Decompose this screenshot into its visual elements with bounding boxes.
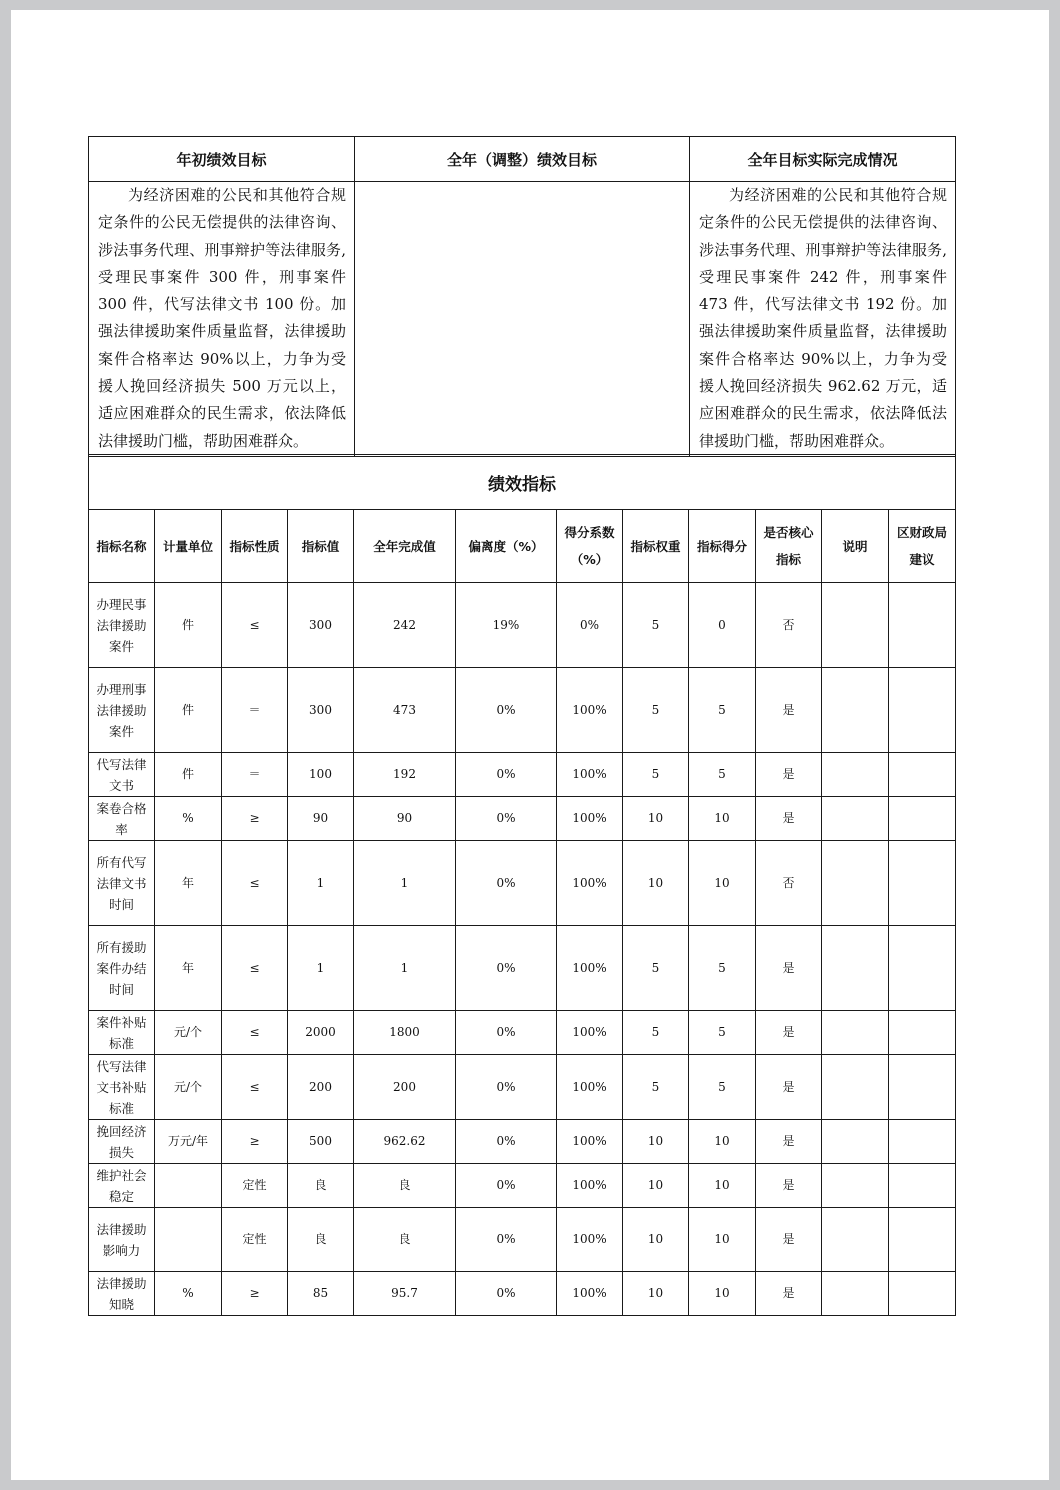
metric-row [89,1164,956,1208]
col-header-nature: 指标性质 [222,510,288,583]
metric-target-cell: 90 [288,797,354,841]
metric-score-cell: 10 [689,841,756,926]
metric-name-cell: 挽回经济损失 [89,1120,155,1164]
metric-weight-cell: 5 [623,1055,689,1120]
metric-nature-cell: ≤ [222,926,288,1011]
metric-core-cell: 是 [756,1164,822,1208]
metric-target-cell: 1 [288,926,354,1011]
metric-deviation-cell: 19% [456,583,557,668]
metric-target-cell: 良 [288,1164,354,1208]
metric-coef-cell: 100% [557,1055,623,1120]
metric-deviation-cell: 0% [456,1011,557,1055]
metric-deviation-cell: 0% [456,1208,557,1272]
metric-deviation-cell: 0% [456,841,557,926]
col-header-coefficient: 得分系数（%） [557,510,623,583]
metric-weight-cell: 10 [623,797,689,841]
metric-core-cell: 是 [756,1208,822,1272]
col-header-name: 指标名称 [89,510,155,583]
metric-core-cell: 是 [756,926,822,1011]
col-header-unit: 计量单位 [155,510,222,583]
metric-name-cell: 法律援助影响力 [89,1208,155,1272]
metric-core-cell: 是 [756,1272,822,1316]
col-header-actual: 全年完成值 [354,510,456,583]
document-page [11,10,1049,1480]
metric-coef-cell: 100% [557,926,623,1011]
initial-goal-header: 年初绩效目标 [89,137,355,182]
metric-coef-cell: 100% [557,1164,623,1208]
metric-core-cell: 是 [756,797,822,841]
metric-note-cell [822,1208,889,1272]
metric-row [89,668,956,753]
metric-row [89,1055,956,1120]
metric-actual-cell: 良 [354,1164,456,1208]
metric-unit-cell: 件 [155,668,222,753]
metric-row [89,1208,956,1272]
col-header-score: 指标得分 [689,510,756,583]
adjusted-goal-header: 全年（调整）绩效目标 [355,137,690,182]
metric-coef-cell: 100% [557,753,623,797]
metric-target-cell: 1 [288,841,354,926]
metric-advice-cell [889,1208,956,1272]
metric-note-cell [822,841,889,926]
metric-score-cell: 5 [689,668,756,753]
metric-nature-cell: ＝ [222,753,288,797]
col-header-deviation: 偏离度（%） [456,510,557,583]
metric-target-cell: 300 [288,668,354,753]
metric-target-cell: 200 [288,1055,354,1120]
metric-nature-cell: 定性 [222,1164,288,1208]
metric-deviation-cell: 0% [456,753,557,797]
metric-score-cell: 5 [689,926,756,1011]
metric-target-cell: 100 [288,753,354,797]
metric-core-cell: 是 [756,1120,822,1164]
col-header-note: 说明 [822,510,889,583]
metric-unit-cell: % [155,797,222,841]
metric-target-cell: 300 [288,583,354,668]
metric-name-cell: 办理刑事法律援助案件 [89,668,155,753]
metric-target-cell: 良 [288,1208,354,1272]
metric-nature-cell: 定性 [222,1208,288,1272]
metric-row [89,583,956,668]
goals-body-row [89,182,956,457]
metric-score-cell: 5 [689,753,756,797]
metric-score-cell: 0 [689,583,756,668]
metric-deviation-cell: 0% [456,1164,557,1208]
initial-goal-text: 为经济困难的公民和其他符合规定条件的公民无偿提供的法律咨询、涉法事务代理、刑事辩护等法律服务,受理民事案件 300 件，刑事案件 300 件，代写法律文书 100 份。加强法律援助案件质量监督，法律援助案件合格率达 90%以上，力争为受援人挽回经济损失 500 万元以上，适应困难群众的民生需求，依法降低法律援助门槛，帮助困难群众。 [89,182,355,457]
metric-core-cell: 是 [756,753,822,797]
metric-name-cell: 所有代写法律文书时间 [89,841,155,926]
metric-score-cell: 5 [689,1011,756,1055]
metric-weight-cell: 10 [623,1208,689,1272]
metric-nature-cell: ＝ [222,668,288,753]
metric-nature-cell: ≤ [222,1011,288,1055]
metric-row [89,1120,956,1164]
metric-deviation-cell: 0% [456,1272,557,1316]
metrics-title-row [89,455,956,510]
metric-actual-cell: 192 [354,753,456,797]
metric-target-cell: 2000 [288,1011,354,1055]
metric-advice-cell [889,926,956,1011]
metric-target-cell: 85 [288,1272,354,1316]
performance-metrics-table [88,454,956,1316]
metric-core-cell: 否 [756,841,822,926]
metric-unit-cell: 件 [155,753,222,797]
metric-unit-cell [155,1208,222,1272]
metric-coef-cell: 100% [557,1208,623,1272]
metric-actual-cell: 1 [354,926,456,1011]
metric-note-cell [822,1011,889,1055]
metric-note-cell [822,583,889,668]
metric-advice-cell [889,753,956,797]
metric-weight-cell: 10 [623,1164,689,1208]
metric-coef-cell: 100% [557,797,623,841]
metric-score-cell: 5 [689,1055,756,1120]
metric-advice-cell [889,1055,956,1120]
metric-advice-cell [889,583,956,668]
metric-actual-cell: 1 [354,841,456,926]
metric-advice-cell [889,1272,956,1316]
metric-unit-cell: 件 [155,583,222,668]
col-header-target: 指标值 [288,510,354,583]
goals-header-row [89,137,956,182]
metric-unit-cell: 年 [155,841,222,926]
metric-weight-cell: 5 [623,1011,689,1055]
metric-actual-cell: 962.62 [354,1120,456,1164]
metric-note-cell [822,753,889,797]
metric-actual-cell: 良 [354,1208,456,1272]
metric-weight-cell: 5 [623,668,689,753]
metric-advice-cell [889,797,956,841]
metric-name-cell: 维护社会稳定 [89,1164,155,1208]
metric-weight-cell: 10 [623,841,689,926]
metric-unit-cell: 元/个 [155,1055,222,1120]
col-header-weight: 指标权重 [623,510,689,583]
metric-coef-cell: 100% [557,1120,623,1164]
metrics-column-header-row [89,510,956,583]
metric-note-cell [822,926,889,1011]
metric-note-cell [822,668,889,753]
adjusted-goal-text [355,182,690,457]
metric-name-cell: 案件补贴标准 [89,1011,155,1055]
metric-unit-cell: 万元/年 [155,1120,222,1164]
metric-nature-cell: ≤ [222,583,288,668]
metric-row [89,1272,956,1316]
metric-advice-cell [889,668,956,753]
metric-core-cell: 是 [756,1055,822,1120]
actual-completion-header: 全年目标实际完成情况 [690,137,956,182]
metrics-title: 绩效指标 [89,455,956,510]
col-header-core: 是否核心指标 [756,510,822,583]
col-header-advice: 区财政局建议 [889,510,956,583]
metric-name-cell: 代写法律文书补贴标准 [89,1055,155,1120]
metric-actual-cell: 95.7 [354,1272,456,1316]
metric-actual-cell: 1800 [354,1011,456,1055]
metric-note-cell [822,1272,889,1316]
metric-note-cell [822,797,889,841]
metric-score-cell: 10 [689,1272,756,1316]
metric-core-cell: 是 [756,1011,822,1055]
metric-unit-cell [155,1164,222,1208]
metric-name-cell: 办理民事法律援助案件 [89,583,155,668]
metric-score-cell: 10 [689,1164,756,1208]
metric-advice-cell [889,1120,956,1164]
metric-row [89,1011,956,1055]
performance-goals-table [88,136,956,457]
metric-actual-cell: 200 [354,1055,456,1120]
metric-actual-cell: 473 [354,668,456,753]
metric-core-cell: 是 [756,668,822,753]
metric-score-cell: 10 [689,797,756,841]
metric-note-cell [822,1055,889,1120]
metric-name-cell: 案卷合格率 [89,797,155,841]
metric-name-cell: 所有援助案件办结时间 [89,926,155,1011]
metric-actual-cell: 90 [354,797,456,841]
metric-deviation-cell: 0% [456,1055,557,1120]
metrics-rows [89,583,956,1316]
metric-target-cell: 500 [288,1120,354,1164]
metric-name-cell: 法律援助知晓 [89,1272,155,1316]
metric-actual-cell: 242 [354,583,456,668]
metric-nature-cell: ≥ [222,797,288,841]
metric-weight-cell: 5 [623,926,689,1011]
metric-deviation-cell: 0% [456,1120,557,1164]
metric-weight-cell: 10 [623,1272,689,1316]
metric-name-cell: 代写法律文书 [89,753,155,797]
metric-nature-cell: ≤ [222,1055,288,1120]
metric-note-cell [822,1164,889,1208]
metric-weight-cell: 5 [623,753,689,797]
metric-row [89,797,956,841]
metric-deviation-cell: 0% [456,668,557,753]
metric-weight-cell: 10 [623,1120,689,1164]
metric-unit-cell: 元/个 [155,1011,222,1055]
metric-advice-cell [889,1164,956,1208]
metric-note-cell [822,1120,889,1164]
metric-deviation-cell: 0% [456,797,557,841]
metric-nature-cell: ≥ [222,1120,288,1164]
actual-completion-text: 为经济困难的公民和其他符合规定条件的公民无偿提供的法律咨询、涉法事务代理、刑事辩护等法律服务,受理民事案件 242 件，刑事案件 473 件，代写法律文书 192 份。加强法律援助案件质量监督，法律援助案件合格率达 90%以上，力争为受援人挽回经济损失 962.62 万元，适应困难群众的民生需求，依法降低法律援助门槛，帮助困难群众。 [690,182,956,457]
metric-coef-cell: 100% [557,668,623,753]
metric-score-cell: 10 [689,1208,756,1272]
metric-coef-cell: 100% [557,1011,623,1055]
metric-row [89,841,956,926]
metric-core-cell: 否 [756,583,822,668]
metric-unit-cell: % [155,1272,222,1316]
metric-unit-cell: 年 [155,926,222,1011]
metric-row [89,753,956,797]
metric-nature-cell: ≤ [222,841,288,926]
metric-nature-cell: ≥ [222,1272,288,1316]
metric-weight-cell: 5 [623,583,689,668]
metric-coef-cell: 0% [557,583,623,668]
metric-advice-cell [889,1011,956,1055]
metric-score-cell: 10 [689,1120,756,1164]
metric-deviation-cell: 0% [456,926,557,1011]
metric-coef-cell: 100% [557,1272,623,1316]
metric-advice-cell [889,841,956,926]
metric-row [89,926,956,1011]
metric-coef-cell: 100% [557,841,623,926]
